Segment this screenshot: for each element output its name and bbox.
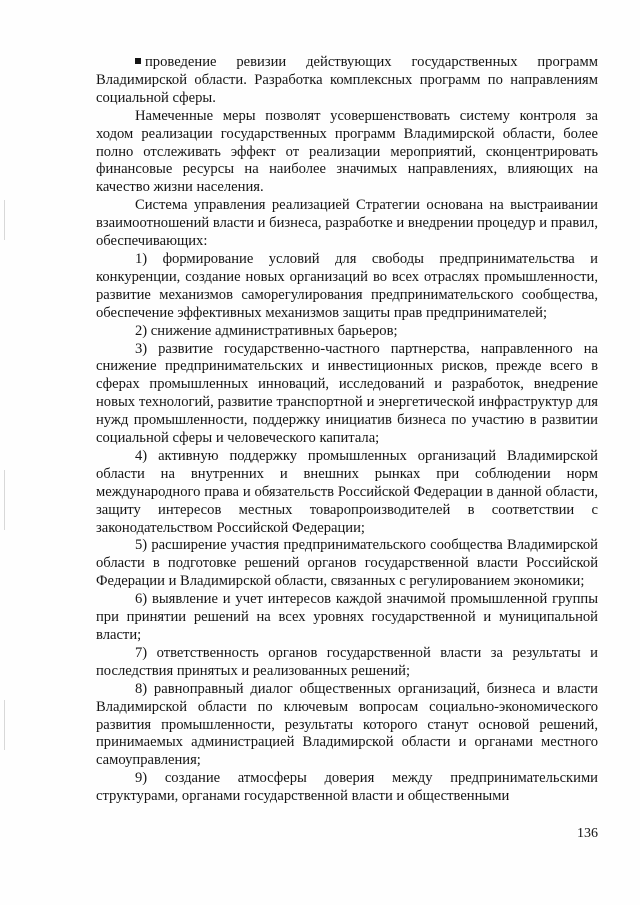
list-item: 3) развитие государственно-частного партнерства, направленного на снижение предпринимательских и инвестиционных рисков, прежде всего в сферах промышленных инноваций, исследований и разработок, внедрение новых технологий, развитие транспортной и энергетической инфраструктур для нужд промышленности, поддержку инициатив бизнеса по участию в развитии социальной сферы и человеческого капитала;: [96, 340, 598, 447]
bullet-square-icon: [135, 58, 141, 64]
document-body: [96, 54, 598, 806]
paragraph-text: проведение ревизии действующих государственных программ Владимирской области. Разработка комплексных программ по направлениям социальной сферы.: [96, 54, 598, 106]
paragraph: Намеченные меры позволят усовершенствовать систему контроля за ходом реализации государственных программ Владимирской области, более полно отслеживать эффект от реализации мероприятий, сконцентрировать финансовые ресурсы на наиболее значимых направлениях, влияющих на качество жизни населения.: [96, 107, 598, 196]
page-number: 136: [577, 826, 598, 841]
scan-edge-mark: [4, 700, 5, 750]
list-item: 9) создание атмосферы доверия между предпринимательскими структурами, органами государственной власти и общественными: [96, 770, 598, 805]
scan-edge-mark: [4, 200, 5, 240]
paragraph: Система управления реализацией Стратегии основана на выстраивании взаимоотношений власти и бизнеса, разработке и внедрении процедур и правил, обеспечивающих:: [96, 197, 598, 250]
list-item: 2) снижение административных барьеров;: [135, 322, 398, 339]
list-item: 5) расширение участия предпринимательского сообщества Владимирской области в подготовке решений органов государственной власти Российской Федерации и Владимирской области, связанных с регулированием экономики;: [96, 537, 598, 590]
list-item: 7) ответственность органов государственной власти за результаты и последствия принятых и реализованных решений;: [96, 644, 598, 679]
list-item: 6) выявление и учет интересов каждой значимой промышленной группы при принятии решений на всех уровнях государственной и муниципальной власти;: [96, 591, 598, 643]
scan-edge-mark: [4, 470, 5, 530]
paragraph-bullet: [96, 54, 598, 108]
list-item: 4) активную поддержку промышленных организаций Владимирской области на внутренних и внешних рынках при соблюдении норм международного права и обязательств Российской Федерации в данной области, защиту интересов местных товаропроизводителей в соответствии с законодательством Российской Федерации;: [96, 447, 598, 536]
list-item: 1) формирование условий для свободы предпринимательства и конкуренции, создание новых организаций во всех отраслях промышленности, развитие механизмов саморегулирования предпринимательского сообщества, обеспечение эффективных механизмов защиты прав предпринимателей;: [96, 250, 598, 321]
list-item: 8) равноправный диалог общественных организаций, бизнеса и власти Владимирской области по ключевым вопросам социально-экономического развития промышленности, результаты которого станут основой решений, принимаемых администрацией Владимирской области и органами местного самоуправления;: [96, 680, 598, 769]
